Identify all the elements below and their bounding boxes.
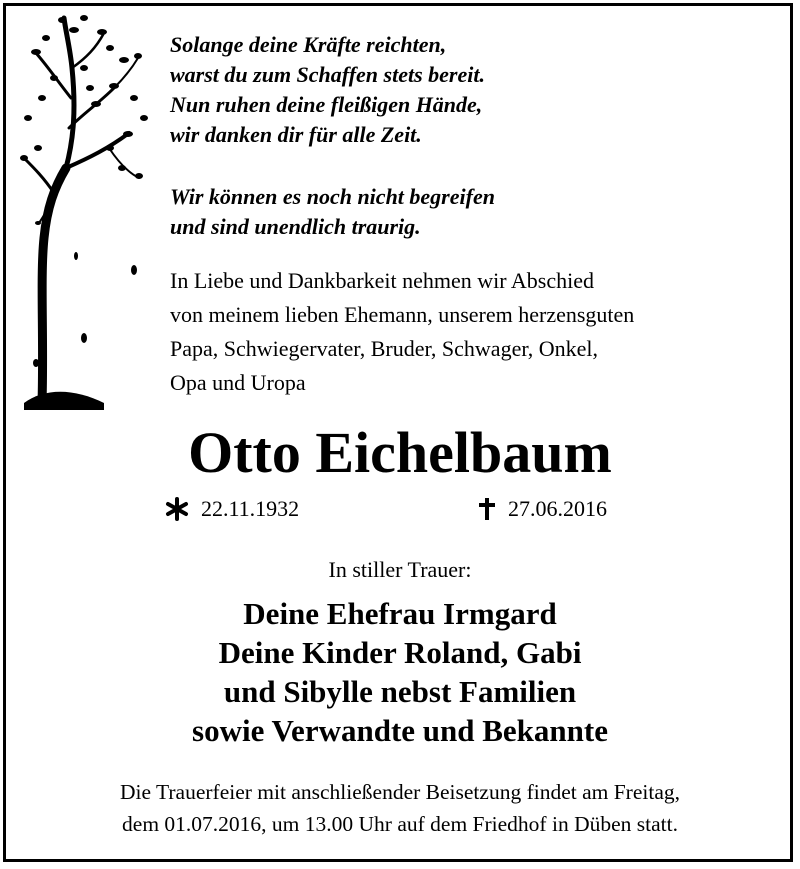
death-date: 27.06.2016 [508,496,607,521]
family-line: sowie Verwandte und Bekannte [192,713,608,748]
tree-icon [14,8,154,428]
poem-line: Wir können es noch nicht begreifen [170,184,495,209]
asterisk-icon [165,497,189,521]
poem-line: Nun ruhen deine fleißigen Hände, [170,92,483,117]
family-line: Deine Ehefrau Irmgard [243,596,557,631]
intro-line: Papa, Schwiegervater, Bruder, Schwager, Onkel, [170,336,599,361]
birth-date: 22.11.1932 [201,496,300,521]
service-line: dem 01.07.2016, um 13.00 Uhr auf dem Friedhof in Düben statt. [122,812,678,836]
family-list [0,594,800,750]
service-info [0,776,800,840]
poem-stanza-1 [170,30,485,150]
birth-date-row [165,495,299,523]
intro-line: von meinem lieben Ehemann, unserem herzensguten [170,302,635,327]
poem-line: warst du zum Schaffen stets bereit. [170,62,485,87]
death-date-row [478,495,607,523]
intro-line: Opa und Uropa [170,370,306,395]
cross-icon [478,497,496,521]
family-line: Deine Kinder Roland, Gabi [218,635,582,670]
poem-line: und sind unendlich traurig. [170,214,421,239]
intro-line: In Liebe und Dankbarkeit nehmen wir Abschied [170,268,594,293]
family-line: und Sibylle nebst Familien [223,674,577,709]
poem-line: Solange deine Kräfte reichten, [170,32,447,57]
deceased-name: Otto Eichelbaum [188,420,612,485]
mourning-label: In stiller Trauer: [328,557,472,582]
intro-text [170,264,634,400]
service-line: Die Trauerfeier mit anschließender Beisetzung findet am Freitag, [119,780,681,804]
poem-line: wir danken dir für alle Zeit. [170,122,422,147]
poem-stanza-2 [170,182,495,242]
